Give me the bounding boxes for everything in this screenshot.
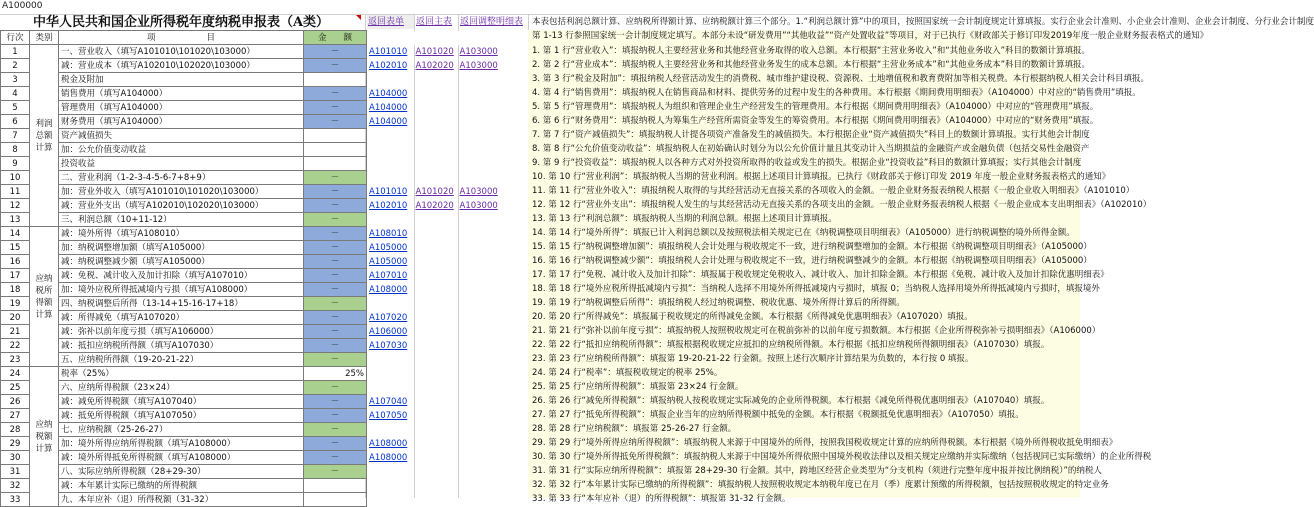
detail-table-link[interactable]: A102010 <box>369 200 408 211</box>
amount-cell[interactable]: － <box>304 451 367 465</box>
detail-table-link <box>414 353 458 367</box>
header-spacer <box>458 31 502 45</box>
amount-cell[interactable] <box>304 157 367 171</box>
cell-reference: A100000 <box>2 1 43 11</box>
line-number: 21 <box>1 325 30 339</box>
line-number: 3 <box>1 73 30 87</box>
table-row <box>1 283 502 297</box>
instruction-note: 27. 第 27 行“抵免所得税额”：填报企业当年的应纳所得税额中抵免的金额。本行根据《税额抵免优惠明细表》（A107050）填报。 <box>532 410 1024 420</box>
detail-table-link[interactable]: A104000 <box>369 116 408 127</box>
table-row <box>1 409 502 423</box>
detail-table-link <box>458 409 502 423</box>
detail-table-link <box>458 465 502 479</box>
line-item-label: 加：纳税调整增加额（填写A105000） <box>59 241 304 255</box>
amount-cell[interactable]: － <box>304 437 367 451</box>
instruction-note: 33. 第 33 行“本年应补（退）的所得税额”：填报第 31-32 行金额。 <box>532 494 791 504</box>
header-spacer <box>414 31 458 45</box>
amount-cell[interactable]: － <box>304 311 367 325</box>
instruction-note: 13. 第 13 行“利润总额”：填报纳税人当期的利润总额。根据上述项目计算填报。 <box>532 214 837 224</box>
table-row <box>1 493 502 507</box>
line-number: 15 <box>1 241 30 255</box>
line-number: 31 <box>1 465 30 479</box>
detail-table-link <box>458 269 502 283</box>
detail-table-link[interactable]: A103000 <box>459 60 498 71</box>
table-row <box>1 157 502 171</box>
amount-cell[interactable]: － <box>304 213 367 227</box>
line-item-label: 九、本年应补（退）所得税额（31-32） <box>59 493 304 507</box>
table-row <box>1 465 502 479</box>
form-title: 中华人民共和国企业所得税年度纳税申报表（A类） <box>32 15 330 30</box>
detail-table-link[interactable]: A108010 <box>369 228 408 239</box>
detail-table-link[interactable]: A104000 <box>369 102 408 113</box>
detail-table-link <box>458 171 502 185</box>
table-row <box>1 367 502 381</box>
detail-table-link[interactable]: A101020 <box>415 186 454 197</box>
detail-table-link <box>458 157 502 171</box>
line-number: 5 <box>1 101 30 115</box>
amount-cell[interactable]: － <box>304 339 367 353</box>
detail-table-link[interactable]: A101010 <box>369 46 408 57</box>
detail-table-link[interactable]: A105000 <box>369 242 408 253</box>
amount-cell[interactable] <box>304 143 367 157</box>
amount-cell[interactable] <box>304 129 367 143</box>
line-number: 33 <box>1 493 30 507</box>
detail-table-link[interactable]: A108000 <box>369 438 408 449</box>
instruction-note: 4. 第 4 行“销售费用”：填报纳税人在销售商品和材料、提供劳务的过程中发生的各种费用。本行根据《期间费用明细表》（A104000）中对应的“销售费用”填报。 <box>532 88 1141 98</box>
detail-table-link[interactable]: A107050 <box>369 410 408 421</box>
line-number: 23 <box>1 353 30 367</box>
instruction-note: 12. 第 12 行“营业外支出”：填报纳税人发生的与其经营活动无直接关系的各项支出的金额。一般企业财务报表纳税人根据《一般企业成本支出明细表》（A102010） <box>532 200 1152 210</box>
category-label: 应纳税所得额计算 <box>30 227 59 367</box>
line-item-label: 减：所得减免（填写A107020） <box>59 311 304 325</box>
detail-table-link <box>367 171 414 185</box>
detail-table-link <box>414 213 458 227</box>
detail-table-link[interactable]: A107020 <box>369 312 408 323</box>
detail-table-link <box>458 325 502 339</box>
detail-table-link <box>458 297 502 311</box>
table-row <box>1 297 502 311</box>
amount-cell[interactable]: － <box>304 283 367 297</box>
detail-table-link <box>458 493 502 507</box>
table-row <box>1 241 502 255</box>
line-number: 19 <box>1 297 30 311</box>
detail-table-link <box>458 395 502 409</box>
line-number: 30 <box>1 451 30 465</box>
line-item-label: 二、营业利润（1-2-3-4-5-6-7+8+9） <box>59 171 304 185</box>
detail-table-link <box>367 297 414 311</box>
detail-table-link <box>414 339 458 353</box>
table-row <box>1 227 502 241</box>
detail-table-link <box>414 171 458 185</box>
instruction-note: 15. 第 15 行“纳税调整增加额”：填报纳税人会计处理与税收规定不一致，进行纳税调整增加的金额。本行根据《纳税调整项目明细表》（A105000） <box>532 242 1092 252</box>
line-number: 24 <box>1 367 30 381</box>
table-row <box>1 45 502 59</box>
line-number: 7 <box>1 129 30 143</box>
detail-table-link <box>367 367 414 381</box>
table-row <box>1 143 502 157</box>
detail-table-link <box>414 241 458 255</box>
detail-table-link[interactable]: A104000 <box>369 88 408 99</box>
amount-cell[interactable]: － <box>304 227 367 241</box>
table-row <box>1 269 502 283</box>
detail-table-link <box>458 381 502 395</box>
header-line-no: 行次 <box>1 31 30 45</box>
line-number: 26 <box>1 395 30 409</box>
detail-table-link <box>414 395 458 409</box>
instruction-note: 6. 第 6 行“财务费用”：填报纳税人为筹集生产经营所需资金等发生的筹资费用。本行根据《期间费用明细表》（A104000）中对应的“财务费用”填报。 <box>532 116 1099 126</box>
line-number: 6 <box>1 115 30 129</box>
detail-table-link <box>414 381 458 395</box>
intro-text-line-2: 第 1-13 行参照国家统一会计制度规定填写。本部分未设“研发费用”“其他收益”“资产处置收益”等项目，对于已执行《财政部关于修订印发2019年度一般企业财务报表格式的通知》 <box>532 31 1209 41</box>
table-row <box>1 73 502 87</box>
detail-table-link <box>367 157 414 171</box>
line-number: 16 <box>1 255 30 269</box>
detail-table-link <box>458 101 502 115</box>
detail-table-link <box>414 73 458 87</box>
back-to-main-table-link[interactable]: 返回主表 <box>416 17 453 27</box>
category-label: 应纳税额计算 <box>30 367 59 507</box>
detail-table-link <box>414 367 458 381</box>
line-item-label: 投资收益 <box>59 157 304 171</box>
detail-table-link <box>458 143 502 157</box>
amount-cell[interactable]: － <box>304 409 367 423</box>
category-label: 利润总额计算 <box>30 45 59 227</box>
line-item-label: 六、应纳所得税额（23×24） <box>59 381 304 395</box>
table-row <box>1 325 502 339</box>
line-item-label: 减：本年累计实际已缴纳的所得税额 <box>59 479 304 493</box>
detail-table-link <box>458 87 502 101</box>
line-item-label: 减：境外所得（填写A108010） <box>59 227 304 241</box>
instruction-notes <box>532 44 1152 506</box>
instruction-note: 2. 第 2 行“营业成本”：填报纳税人主要经营业务和其他经营业务发生的成本总额。本行根据“主营业务成本”和“其他业务成本”科目的数额计算填报。 <box>532 60 1091 70</box>
detail-table-link[interactable]: A103000 <box>459 186 498 197</box>
detail-table-link[interactable]: A101010 <box>369 186 408 197</box>
detail-table-link[interactable]: A103000 <box>459 200 498 211</box>
amount-cell[interactable]: － <box>304 171 367 185</box>
table-row <box>1 311 502 325</box>
table-row <box>1 87 502 101</box>
line-number: 20 <box>1 311 30 325</box>
detail-table-link <box>414 297 458 311</box>
detail-table-link[interactable]: A105000 <box>369 256 408 267</box>
amount-cell[interactable]: － <box>304 465 367 479</box>
detail-table-link <box>414 479 458 493</box>
instruction-note: 32. 第 32 行“本年累计实际已缴纳的所得税额”：填报纳税人按照税收规定本纳税年度已在月（季）度累计预缴的所得税额，包括按照税收规定的特定业务 <box>532 480 1109 490</box>
instruction-note: 28. 第 28 行“应纳税额”：填报第 25-26-27 行金额。 <box>532 424 737 434</box>
detail-table-link[interactable]: A102020 <box>415 60 454 71</box>
detail-table-link <box>414 255 458 269</box>
line-number: 12 <box>1 199 30 213</box>
instruction-note: 24. 第 24 行“税率”：填报税收规定的税率 25%。 <box>532 368 723 378</box>
intro-text-line-1: 本表包括利润总额计算、应纳税所得额计算、应纳税额计算三个部分。1.“利润总额计算”中的项目，按照国家统一会计制度规定计算填报。实行企业会计准则、小企业会计准则、企业会计制度、分行业会计制度 <box>532 17 1314 27</box>
detail-table-link <box>458 227 502 241</box>
line-item-label: 减：免税、减计收入及加计扣除（填写A107010） <box>59 269 304 283</box>
detail-table-link <box>367 423 414 437</box>
amount-cell[interactable]: － <box>304 101 367 115</box>
amount-cell[interactable]: － <box>304 115 367 129</box>
amount-cell[interactable]: － <box>304 255 367 269</box>
instruction-note: 11. 第 11 行“营业外收入”：填报纳税人取得的与其经营活动无直接关系的各项收入的金额。一般企业财务报表纳税人根据《一般企业收入明细表》（A101010） <box>532 186 1135 196</box>
table-row <box>1 59 502 73</box>
detail-table-link <box>414 87 458 101</box>
amount-cell[interactable]: 25% <box>304 367 367 381</box>
detail-table-link <box>414 143 458 157</box>
line-number: 8 <box>1 143 30 157</box>
detail-table-link[interactable]: A103000 <box>459 46 498 57</box>
header-item: 项 目 <box>59 31 304 45</box>
line-item-label: 税率（25%） <box>59 367 304 381</box>
amount-cell[interactable]: － <box>304 325 367 339</box>
line-item-label: 八、实际应纳所得税额（28+29-30） <box>59 465 304 479</box>
header-amount: 金 额 <box>304 31 367 45</box>
amount-cell[interactable]: － <box>304 87 367 101</box>
line-item-label: 财务费用（填写A104000） <box>59 115 304 129</box>
detail-table-link <box>458 73 502 87</box>
instruction-note: 8. 第 8 行“公允价值变动收益”：填报纳税人在初始确认时划分为以公允价值计量且其变动计入当期损益的金融资产或金融负债（包括交易性金融资产 <box>532 144 1090 154</box>
line-item-label: 加：境外应税所得抵减境内亏损（填写A108000） <box>59 283 304 297</box>
instruction-note: 3. 第 3 行“税金及附加”：填报纳税人经营活动发生的消费税、城市维护建设税、资源税、土地增值税和教育费附加等相关税费。本行根据纳税人相关会计科目填报。 <box>532 74 1149 84</box>
table-row <box>1 115 502 129</box>
amount-cell[interactable]: － <box>304 269 367 283</box>
detail-table-link <box>414 129 458 143</box>
amount-cell[interactable]: － <box>304 45 367 59</box>
line-number: 4 <box>1 87 30 101</box>
detail-table-link <box>367 479 414 493</box>
detail-table-link <box>458 129 502 143</box>
line-item-label: 加：境外所得应纳所得税额（填写A108000） <box>59 437 304 451</box>
instruction-note: 26. 第 26 行“减免所得税额”：填报纳税人按税收规定实际减免的企业所得税额。本行根据《减免所得税优惠明细表》（A107040）填报。 <box>532 396 1050 406</box>
detail-table-link <box>414 101 458 115</box>
line-number: 27 <box>1 409 30 423</box>
detail-table-link[interactable]: A107040 <box>369 396 408 407</box>
detail-table-link <box>414 451 458 465</box>
detail-table-link <box>414 311 458 325</box>
instruction-note: 5. 第 5 行“管理费用”：填报纳税人为组织和管理企业生产经营发生的管理费用。本行根据《期间费用明细表》（A104000）中对应的“管理费用”填报。 <box>532 102 1099 112</box>
table-header-row <box>1 31 502 45</box>
line-number: 17 <box>1 269 30 283</box>
table-row <box>1 101 502 115</box>
detail-table-link <box>414 157 458 171</box>
instruction-note: 23. 第 23 行“应纳税所得额”：填报第 19-20-21-22 行金额。按照上述行次顺序计算结果为负数的，本行按 0 填报。 <box>532 354 974 364</box>
detail-table-link <box>367 213 414 227</box>
line-item-label: 减：抵扣应纳税所得额（填写A107030） <box>59 339 304 353</box>
comment-marker-icon <box>356 15 361 20</box>
line-number: 9 <box>1 157 30 171</box>
instruction-note: 19. 第 19 行“纳税调整后所得”：填报纳税人经过纳税调整、税收优惠、境外所得计算后的所得额。 <box>532 298 905 308</box>
table-row <box>1 395 502 409</box>
detail-table-link[interactable]: A108000 <box>369 284 408 295</box>
instruction-note: 7. 第 7 行“资产减值损失”：填报纳税人计提各项资产准备发生的减值损失。本行根据企业“资产减值损失”科目上的数额计算填报。实行其他会计制度 <box>532 130 1090 140</box>
amount-cell[interactable] <box>304 493 367 507</box>
line-number: 14 <box>1 227 30 241</box>
detail-table-link <box>414 269 458 283</box>
detail-table-link <box>458 451 502 465</box>
line-item-label: 五、应纳税所得额（19-20-21-22） <box>59 353 304 367</box>
tax-return-table <box>0 30 502 507</box>
detail-table-link <box>414 493 458 507</box>
table-row <box>1 353 502 367</box>
amount-cell[interactable]: － <box>304 199 367 213</box>
table-row <box>1 185 502 199</box>
line-number: 22 <box>1 339 30 353</box>
line-item-label: 减：减免所得税额（填写A107040） <box>59 395 304 409</box>
detail-table-link <box>414 283 458 297</box>
instruction-note: 21. 第 21 行“弥补以前年度亏损”：填报纳税人按照税收规定可在税前弥补的以前年度亏损数额。本行根据《企业所得税弥补亏损明细表》（A106000） <box>532 326 1101 336</box>
instruction-note: 14. 第 14 行“境外所得”：填报已计入利润总额以及按照税法相关规定已在《纳税调整项目明细表》（A105000）进行纳税调整的境外所得金额。 <box>532 228 1075 238</box>
line-item-label: 减：境外所得抵免所得税额（填写A108000） <box>59 451 304 465</box>
line-number: 2 <box>1 59 30 73</box>
table-row <box>1 199 502 213</box>
line-item-label: 减：营业外支出（填写A102010\102020\103000） <box>59 199 304 213</box>
instruction-note: 18. 第 18 行“境外应税所得抵减境内亏损”：当纳税人选择不用境外所得抵减境内亏损时，填报 0；当纳税人选择用境外所得抵减境内亏损时，填报境外 <box>532 284 1100 294</box>
table-row <box>1 423 502 437</box>
detail-table-link <box>414 325 458 339</box>
detail-table-link[interactable]: A102010 <box>369 60 408 71</box>
instruction-note: 1. 第 1 行“营业收入”：填报纳税人主要经营业务和其他经营业务取得的收入总额。本行根据“主营业务收入”和“其他业务收入”科目的数额计算填报。 <box>532 46 1091 56</box>
table-row <box>1 255 502 269</box>
line-item-label: 四、纳税调整后所得（13-14+15-16-17+18） <box>59 297 304 311</box>
detail-table-link <box>367 73 414 87</box>
detail-table-link <box>458 423 502 437</box>
line-number: 10 <box>1 171 30 185</box>
instruction-note: 25. 第 25 行“应纳所得税额”：填报第 23×24 行金额。 <box>532 382 744 392</box>
amount-cell[interactable] <box>304 479 367 493</box>
detail-table-link <box>458 311 502 325</box>
amount-cell[interactable]: － <box>304 395 367 409</box>
detail-table-link <box>367 493 414 507</box>
instruction-note: 20. 第 20 行“所得减免”：填报属于税收规定的所得减免金额。本行根据《所得减免优惠明细表》（A107020）填报。 <box>532 312 973 322</box>
amount-cell[interactable]: － <box>304 297 367 311</box>
detail-table-link <box>458 367 502 381</box>
detail-table-link <box>367 129 414 143</box>
detail-table-link <box>414 115 458 129</box>
detail-table-link[interactable]: A102020 <box>415 200 454 211</box>
detail-table-link[interactable]: A107010 <box>369 270 408 281</box>
detail-table-link <box>414 437 458 451</box>
instruction-note: 9. 第 9 行“投资收益”：填报纳税人以各种方式对外投资所取得的收益或发生的损失。根据企业“投资收益”科目的数额计算填报；实行其他会计制度 <box>532 158 1082 168</box>
back-to-form-list-link[interactable]: 返回表单 <box>367 15 414 29</box>
line-item-label: 资产减值损失 <box>59 129 304 143</box>
line-item-label: 一、营业收入（填写A101010\101020\103000） <box>59 45 304 59</box>
header-spacer <box>367 31 414 45</box>
line-item-label: 七、应纳税额（25-26-27） <box>59 423 304 437</box>
line-item-label: 减：抵免所得税额（填写A107050） <box>59 409 304 423</box>
detail-table-link[interactable]: A101020 <box>415 46 454 57</box>
line-item-label: 税金及附加 <box>59 73 304 87</box>
amount-cell[interactable]: － <box>304 423 367 437</box>
instruction-note: 16. 第 16 行“纳税调整减少额”：填报纳税人会计处理与税收规定不一致，进行纳税调整减少的金额。本行根据《纳税调整项目明细表》（A105000） <box>532 256 1092 266</box>
table-row <box>1 213 502 227</box>
detail-table-link <box>367 381 414 395</box>
instruction-note: 29. 第 29 行“境外所得应纳所得税额”：填报纳税人来源于中国境外的所得，按照我国税收规定计算的应纳所得税额。本行根据《境外所得税收抵免明细表》 <box>532 438 1118 448</box>
detail-table-link[interactable]: A107030 <box>369 340 408 351</box>
table-row <box>1 171 502 185</box>
line-number: 13 <box>1 213 30 227</box>
line-number: 18 <box>1 283 30 297</box>
line-item-label: 减：弥补以前年度亏损（填写A106000） <box>59 325 304 339</box>
line-number: 25 <box>1 381 30 395</box>
instruction-note: 17. 第 17 行“免税、减计收入及加计扣除”：填报属于税收规定免税收入、减计收入、加计扣除金额。本行根据《免税、减计收入及加计扣除优惠明细表》 <box>532 270 1109 280</box>
table-row <box>1 339 502 353</box>
line-number: 1 <box>1 45 30 59</box>
detail-table-link <box>458 479 502 493</box>
table-row <box>1 437 502 451</box>
amount-cell[interactable]: － <box>304 241 367 255</box>
header-category: 类别 <box>30 31 59 45</box>
detail-table-link <box>458 115 502 129</box>
line-item-label: 减：营业成本（填写A102010\102020\103000） <box>59 59 304 73</box>
amount-cell[interactable]: － <box>304 59 367 73</box>
detail-table-link <box>367 465 414 479</box>
table-row <box>1 451 502 465</box>
instruction-note: 31. 第 31 行“实际应纳所得税额”：填报第 28+29-30 行金额。其中，跨地区经营企业类型为“分支机构（须进行完整年度申报并按比例纳税）”的纳税人 <box>532 466 1102 476</box>
detail-table-link <box>458 283 502 297</box>
line-item-label: 减：纳税调整减少额（填写A105000） <box>59 255 304 269</box>
amount-cell[interactable]: － <box>304 353 367 367</box>
detail-table-link <box>458 353 502 367</box>
instruction-note: 30. 第 30 行“境外所得抵免所得税额”：填报纳税人来源于中国境外所得依照中国境外税收法律以及相关规定应缴纳并实际缴纳（包括视同已实际缴纳）的企业所得税 <box>532 452 1152 462</box>
line-item-label: 加：公允价值变动收益 <box>59 143 304 157</box>
detail-table-link <box>458 339 502 353</box>
back-to-adjustment-detail-link[interactable]: 返回调整明细表 <box>460 17 524 27</box>
instruction-note: 22. 第 22 行“抵扣应纳税所得额”：填报根据税收规定应抵扣的应纳税所得额。本行根据《抵扣应纳税所得额明细表》（A107030）填报。 <box>532 340 1050 350</box>
line-number: 28 <box>1 423 30 437</box>
table-row <box>1 381 502 395</box>
table-row <box>1 129 502 143</box>
table-row <box>1 479 502 493</box>
line-number: 32 <box>1 479 30 493</box>
detail-table-link <box>414 423 458 437</box>
amount-cell[interactable]: － <box>304 185 367 199</box>
amount-cell[interactable] <box>304 73 367 87</box>
line-item-label: 管理费用（填写A104000） <box>59 101 304 115</box>
detail-table-link <box>414 227 458 241</box>
line-number: 29 <box>1 437 30 451</box>
name-box[interactable] <box>0 0 1080 15</box>
detail-table-link <box>458 255 502 269</box>
line-item-label: 三、利润总额（10+11-12） <box>59 213 304 227</box>
detail-table-link <box>458 437 502 451</box>
line-item-label: 加：营业外收入（填写A101010\101020\103000） <box>59 185 304 199</box>
instruction-note: 10. 第 10 行“营业利润”：填报纳税人当期的营业利润。根据上述项目计算填报。已执行《财政部关于修订印发 2019 年度一般企业财务报表格式的通知》 <box>532 172 1111 182</box>
detail-table-link <box>458 241 502 255</box>
line-item-label: 销售费用（填写A104000） <box>59 87 304 101</box>
detail-table-link <box>367 353 414 367</box>
amount-cell[interactable]: － <box>304 381 367 395</box>
detail-table-link[interactable]: A106000 <box>369 326 408 337</box>
detail-table-link <box>414 465 458 479</box>
detail-table-link <box>458 213 502 227</box>
detail-table-link[interactable]: A108000 <box>369 452 408 463</box>
line-number: 11 <box>1 185 30 199</box>
detail-table-link <box>367 143 414 157</box>
detail-table-link <box>414 409 458 423</box>
